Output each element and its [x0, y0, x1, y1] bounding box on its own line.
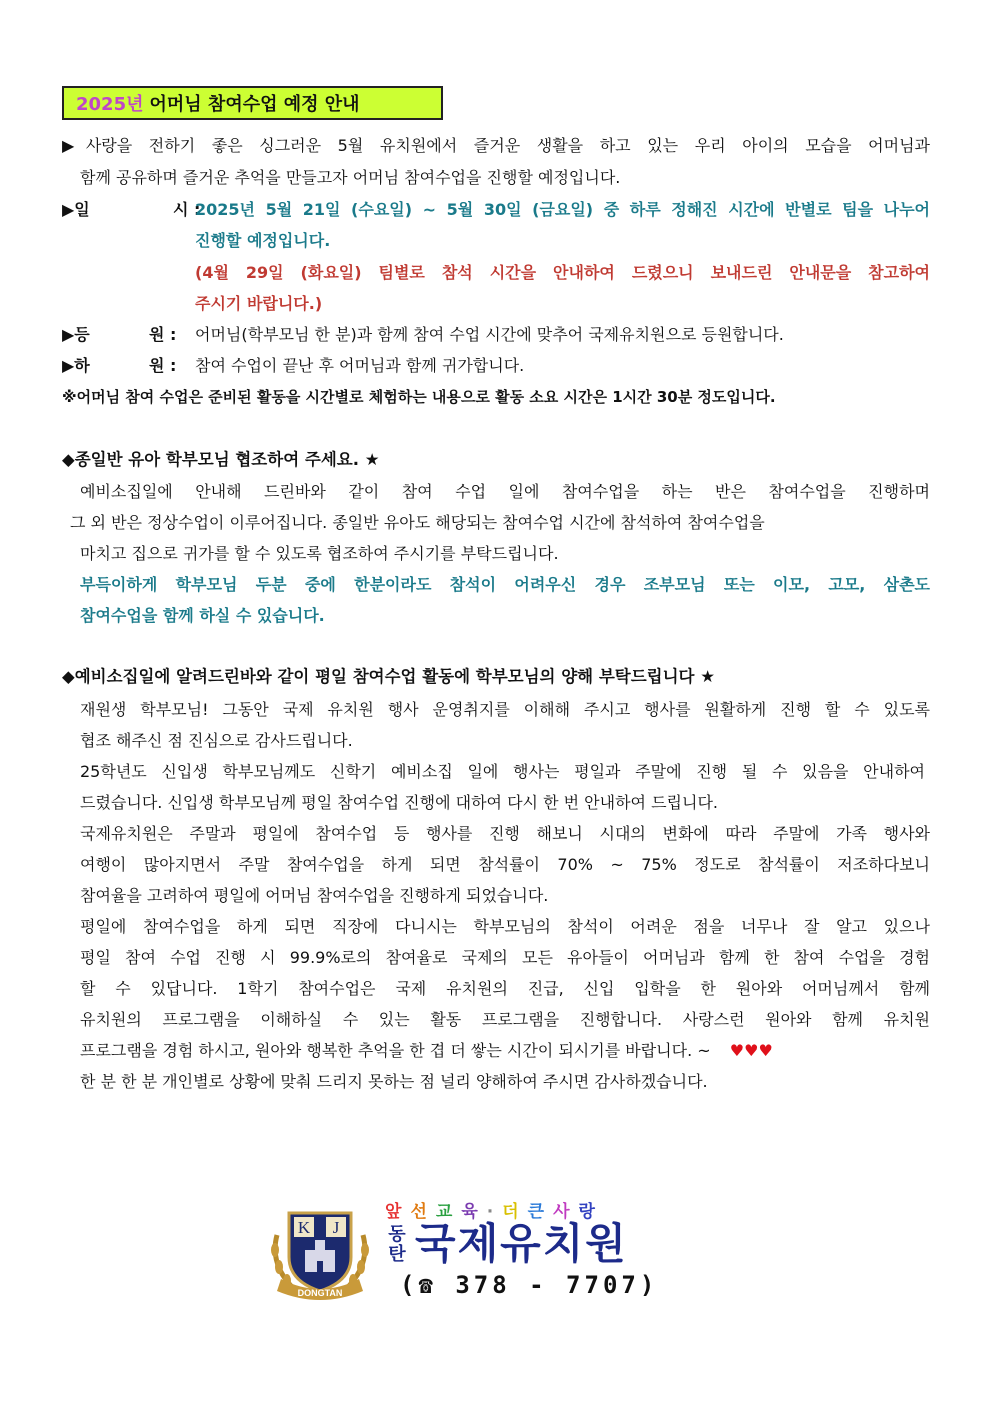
title-year: 2025년	[76, 94, 144, 115]
leave-label-b: 원 :	[149, 356, 177, 375]
section2-line-12-text: 프로그램을 경험 하시고, 원아와 행복한 추억을 한 겹 더 쌓는 시간이 되시기를 바랍니다. ~	[80, 1041, 711, 1060]
section2-line-13: 한 분 한 분 개인별로 상황에 맞춰 드리지 못하는 점 널리 양해하여 주시면 감사하겠습니다.	[80, 1072, 708, 1091]
date-note-2: 주시기 바랍니다.)	[195, 294, 323, 313]
date-line-2: 진행할 예정입니다.	[195, 231, 331, 250]
intro-line-2: 함께 공유하며 즐거운 추억을 만들고자 어머님 참여수업을 진행할 예정입니다.	[80, 168, 621, 187]
emblem-ribbon: DONGTAN	[297, 1288, 343, 1298]
slogan-char: 선	[410, 1202, 436, 1222]
section2-line-3: 25학년도 신입생 학부모님께도 신학기 예비소집 일에 행사는 평일과 주말에 진행 될 수 있음을 안내하여	[80, 762, 925, 781]
section1-p1: 예비소집일에 안내해 드린바와 같이 참여 수업 일에 참여수업을 하는 반은 참여수업을 진행하며	[80, 482, 930, 501]
slogan-char: ·	[486, 1202, 503, 1222]
section2-line-5: 국제유치원은 주말과 평일에 참여수업 등 행사를 진행 해보니 시대의 변화에 따라 주말에 가족 행사와	[80, 824, 930, 843]
arrive-text: 어머님(학부모님 한 분)과 함께 참여 수업 시간에 맞추어 국제유치원으로 등원합니다.	[195, 325, 784, 344]
section1-p5: 참여수업을 함께 하실 수 있습니다.	[80, 606, 325, 625]
arrive-label-b: 원 :	[149, 325, 177, 344]
region-bottom: 탄	[388, 1244, 406, 1265]
section2-heading: ◆예비소집일에 알려드린바와 같이 평일 참여수업 활동에 학부모님의 양해 부탁드립니다 ★	[62, 667, 715, 686]
region-top: 동	[388, 1224, 406, 1245]
intro-line-1: ▶사랑을 전하기 좋은 싱그러운 5월 유치원에서 즐거운 생활을 하고 있는 우리 아이의 모습을 어머님과	[62, 136, 930, 155]
kindergarten-logo	[265, 1195, 695, 1305]
phone-number: (☎ 378 - 7707)	[400, 1271, 659, 1299]
section2-line-7: 참여율을 고려하여 평일에 어머님 참여수업을 진행하게 되었습니다.	[80, 886, 549, 905]
date-note-1: (4월 29일 (화요일) 팀별로 참석 시간을 안내하여 드렸으니 보내드린 안내문을 참고하여	[195, 263, 930, 282]
date-label-b: 시 :	[173, 200, 201, 219]
section2-line-6: 여행이 많아지면서 주말 참여수업을 하게 되면 참석률이 70% ~ 75% 정도로 참석률이 저조하다보니	[80, 855, 930, 874]
slogan-char: 육	[461, 1202, 487, 1222]
emblem-k: K	[297, 1218, 311, 1237]
section2-line-12	[80, 1041, 773, 1061]
slogan-char: 랑	[578, 1202, 604, 1222]
date-label-a: ▶일	[62, 200, 90, 219]
section1-p3: 마치고 집으로 귀가를 할 수 있도록 협조하여 주시기를 부탁드립니다.	[80, 544, 559, 563]
title-text: 어머님 참여수업 예정 안내	[149, 94, 360, 115]
slogan-char: 사	[553, 1202, 579, 1222]
emblem-j: J	[332, 1218, 340, 1237]
section1-p2: 그 외 반은 정상수업이 이루어집니다. 종일반 유아도 해당되는 참여수업 시간에 참석하여 참여수업을	[70, 513, 765, 532]
region-label	[385, 1225, 409, 1265]
section2-line-11: 유치원의 프로그램을 이해하실 수 있는 활동 프로그램을 진행합니다. 사랑스런 원아와 함께 유치원	[80, 1010, 930, 1029]
emblem-icon	[265, 1195, 375, 1305]
section2-line-2: 협조 해주신 점 진심으로 감사드립니다.	[80, 731, 353, 750]
section2-line-4: 드렸습니다. 신입생 학부모님께 평일 참여수업 진행에 대하여 다시 한 번 안내하여 드립니다.	[80, 793, 718, 812]
section2-line-9: 평일 참여 수업 진행 시 99.9%로의 참여율로 국제의 모든 유아들이 어머님과 함께 한 참여 수업을 경험	[80, 948, 930, 967]
title-box	[62, 86, 443, 120]
schedule-note: ※어머님 참여 수업은 준비된 활동을 시간별로 체험하는 내용으로 활동 소요 시간은 1시간 30분 정도입니다.	[62, 388, 776, 406]
hearts-icon: ♥♥♥	[729, 1041, 773, 1060]
section1-heading: ◆종일반 유아 학부모님 협조하여 주세요. ★	[62, 450, 380, 469]
slogan-char: 교	[435, 1202, 462, 1222]
kindergarten-name: 국제유치원	[415, 1219, 628, 1268]
arrive-label-a: ▶등	[62, 325, 90, 344]
section2-line-8: 평일에 참여수업을 하게 되면 직장에 다니시는 학부모님의 참석이 어려운 점을 너무나 잘 알고 있으나	[80, 917, 930, 936]
slogan-char: 더	[502, 1202, 528, 1222]
date-line-1: 2025년 5월 21일 (수요일) ~ 5월 30일 (금요일) 중 하루 정해진 시간에 반별로 팀을 나누어	[195, 200, 930, 219]
section2-line-1: 재원생 학부모님! 그동안 국제 유치원 행사 운영취지를 이해해 주시고 행사를 원활하게 진행 할 수 있도록	[80, 700, 930, 719]
leave-text: 참여 수업이 끝난 후 어머님과 함께 귀가합니다.	[195, 356, 525, 375]
leave-label-a: ▶하	[62, 356, 90, 375]
section1-p4: 부득이하게 학부모님 두분 중에 한분이라도 참석이 어려우신 경우 조부모님 또는 이모, 고모, 삼촌도	[80, 575, 930, 594]
section2-line-10: 할 수 있답니다. 1학기 참여수업은 국제 유치원의 진급, 신입 입학을 한 원아와 어머님께서 함께	[80, 979, 930, 998]
slogan-char: 큰	[527, 1202, 554, 1222]
slogan-char: 앞	[385, 1202, 411, 1222]
